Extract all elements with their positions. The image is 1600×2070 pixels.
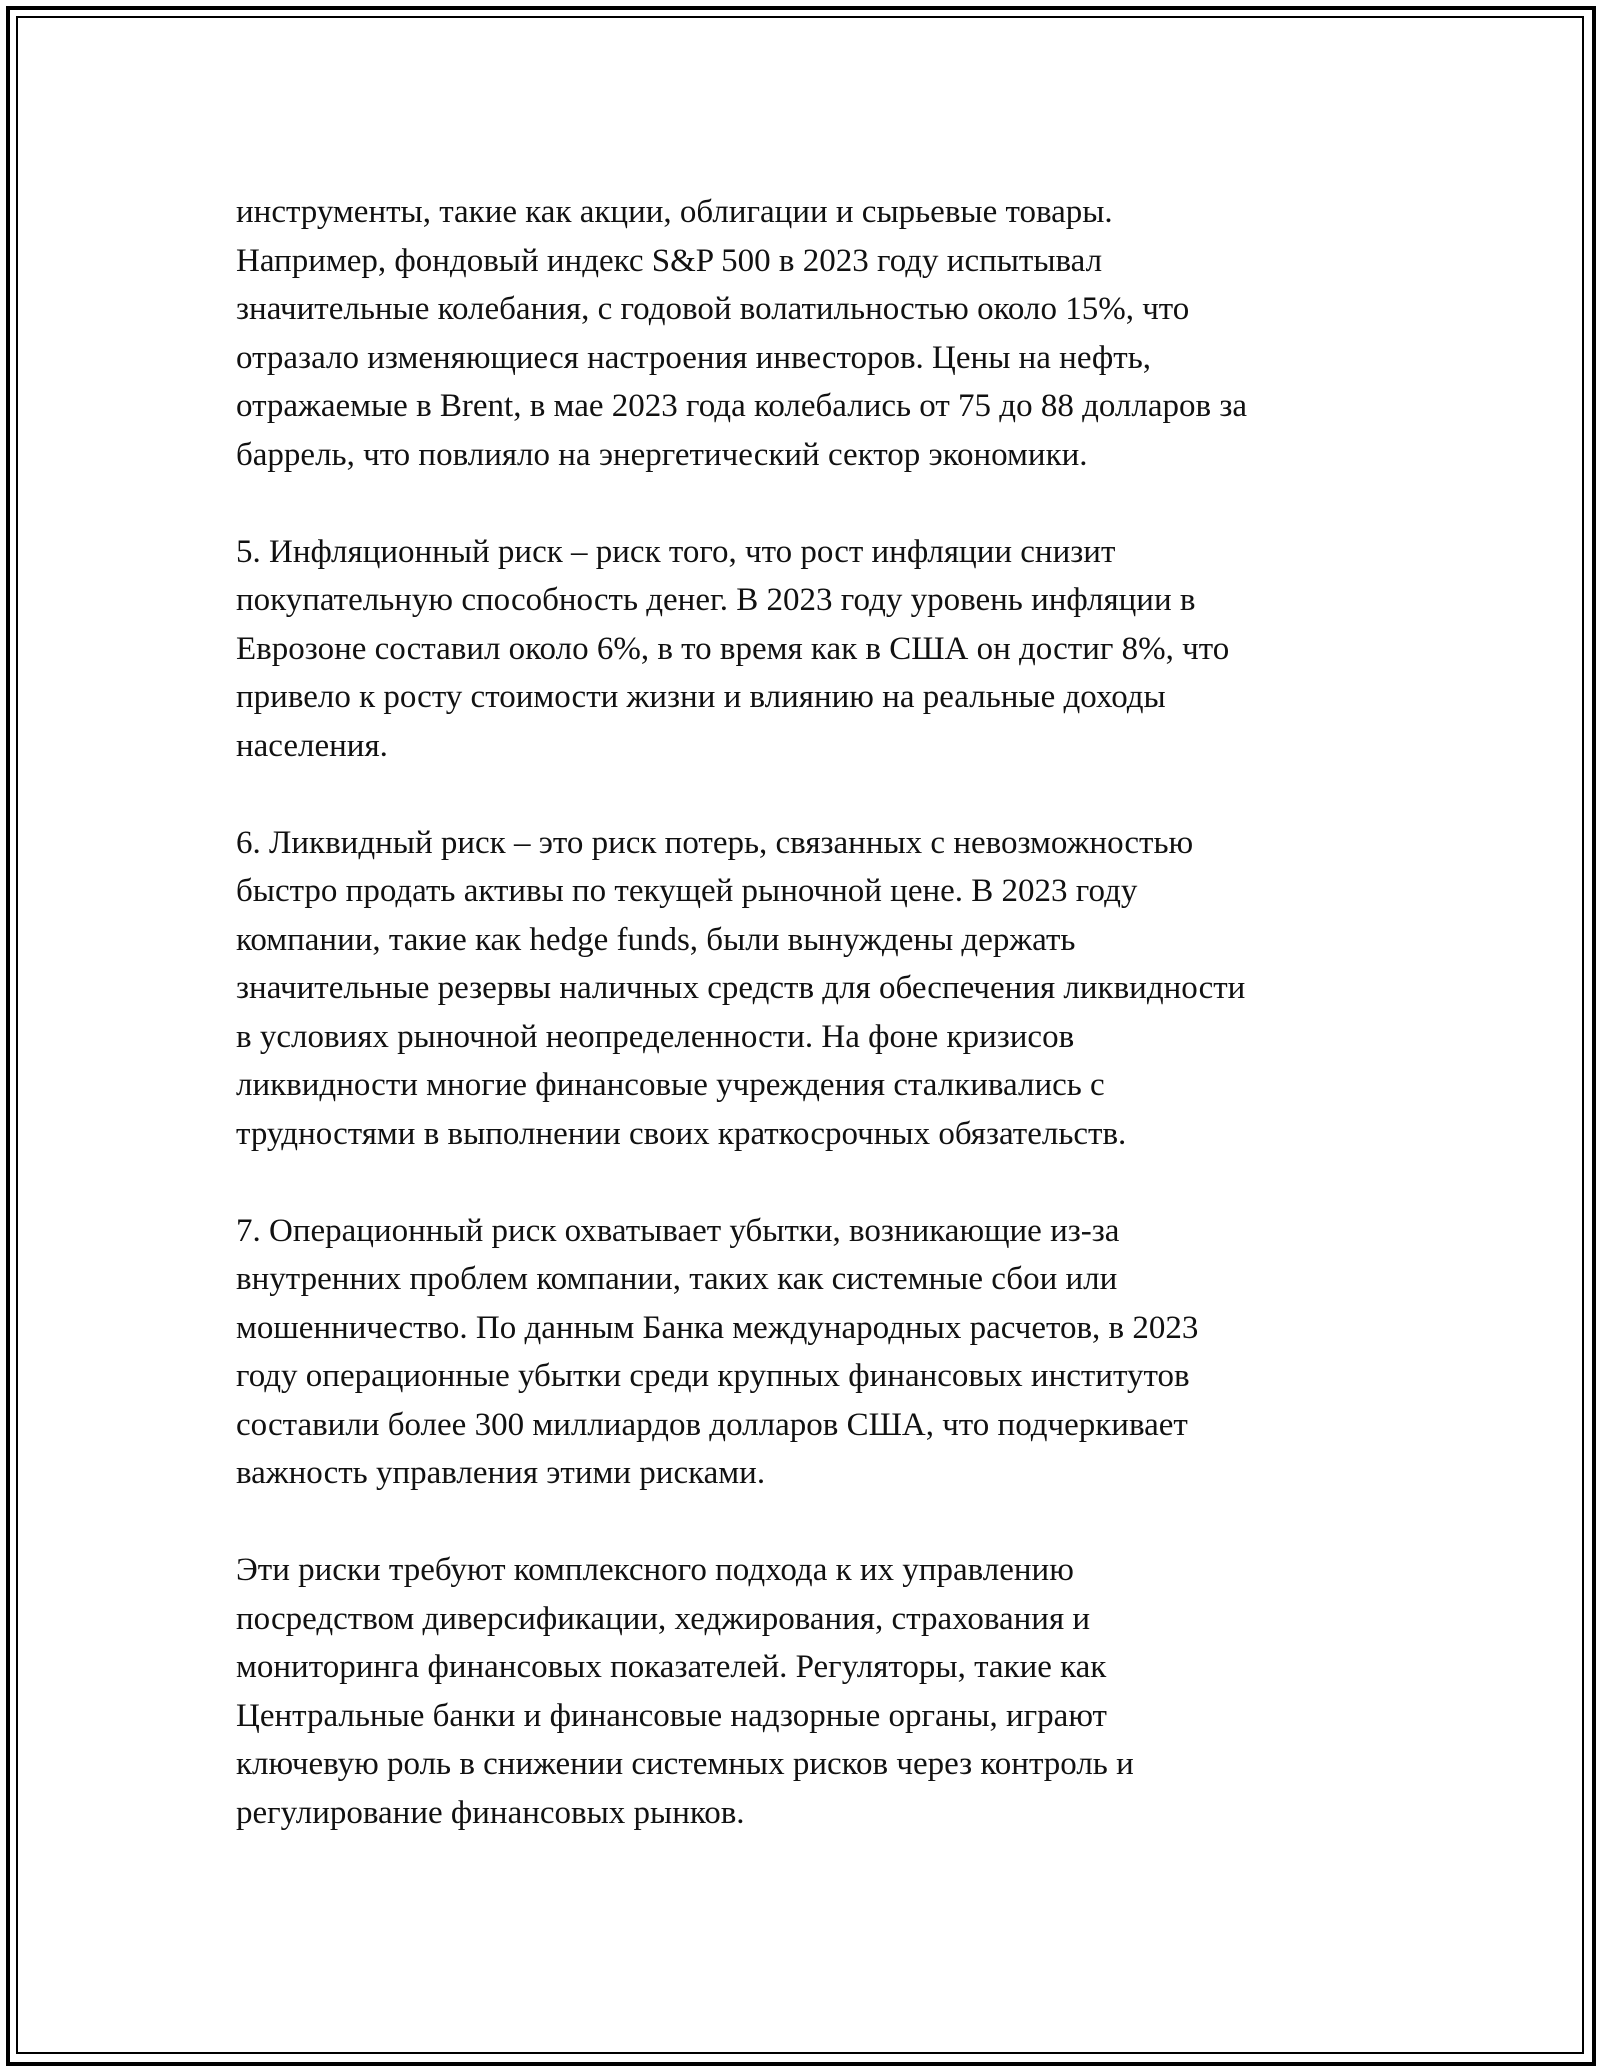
paragraph-inflation-risk: 5. Инфляционный риск – риск того, что рост инфляции снизит покупательную способность денег. В 2023 году уровень инфляции в Еврозоне составил около 6%, в то время как в США он достиг 8%, что привело к росту стоимости жизни и влиянию на реальные доходы населения.: [236, 533, 1230, 764]
paragraph-operational-risk: 7. Операционный риск охватывает убытки, возникающие из-за внутренних проблем компании, таких как системные сбои или мошенничество. По данным Банка международных расчетов, в 2023 году операционные убытки среди крупных финансовых институтов составили более 300 миллиардов долларов США, что подчеркивает важность управления этими рисками.: [236, 1212, 1199, 1491]
document-body: [236, 188, 1386, 1837]
paragraph-market-risk-continuation: инструменты, такие как акции, облигации и сырьевые товары. Например, фондовый индекс S&P 500 в 2023 году испытывал значительные колебания, с годовой волатильностью около 15%, что отразало изменяющиеся настроения инвесторов. Цены на нефть, отражаемые в Brent, в мае 2023 года колебались от 75 до 88 долларов за баррель, что повлияло на энергетический сектор экономики.: [236, 194, 1248, 473]
paragraph-liquidity-risk: 6. Ликвидный риск – это риск потерь, связанных с невозможностью быстро продать активы по текущей рыночной цене. В 2023 году компании, такие как hedge funds, были вынуждены держать значительные резервы наличных средств для обеспечения ликвидности в условиях рыночной неопределенности. На фоне кризисов ликвидности многие финансовые учреждения сталкивались с трудностями в выполнении своих краткосрочных обязательств.: [236, 824, 1246, 1152]
paragraph-conclusion: Эти риски требуют комплексного подхода к их управлению посредством диверсификации, хеджирования, страхования и мониторинга финансовых показателей. Регуляторы, такие как Центральные банки и финансовые надзорные органы, играют ключевую роль в снижении системных рисков через контроль и регулирование финансовых рынков.: [236, 1552, 1134, 1831]
